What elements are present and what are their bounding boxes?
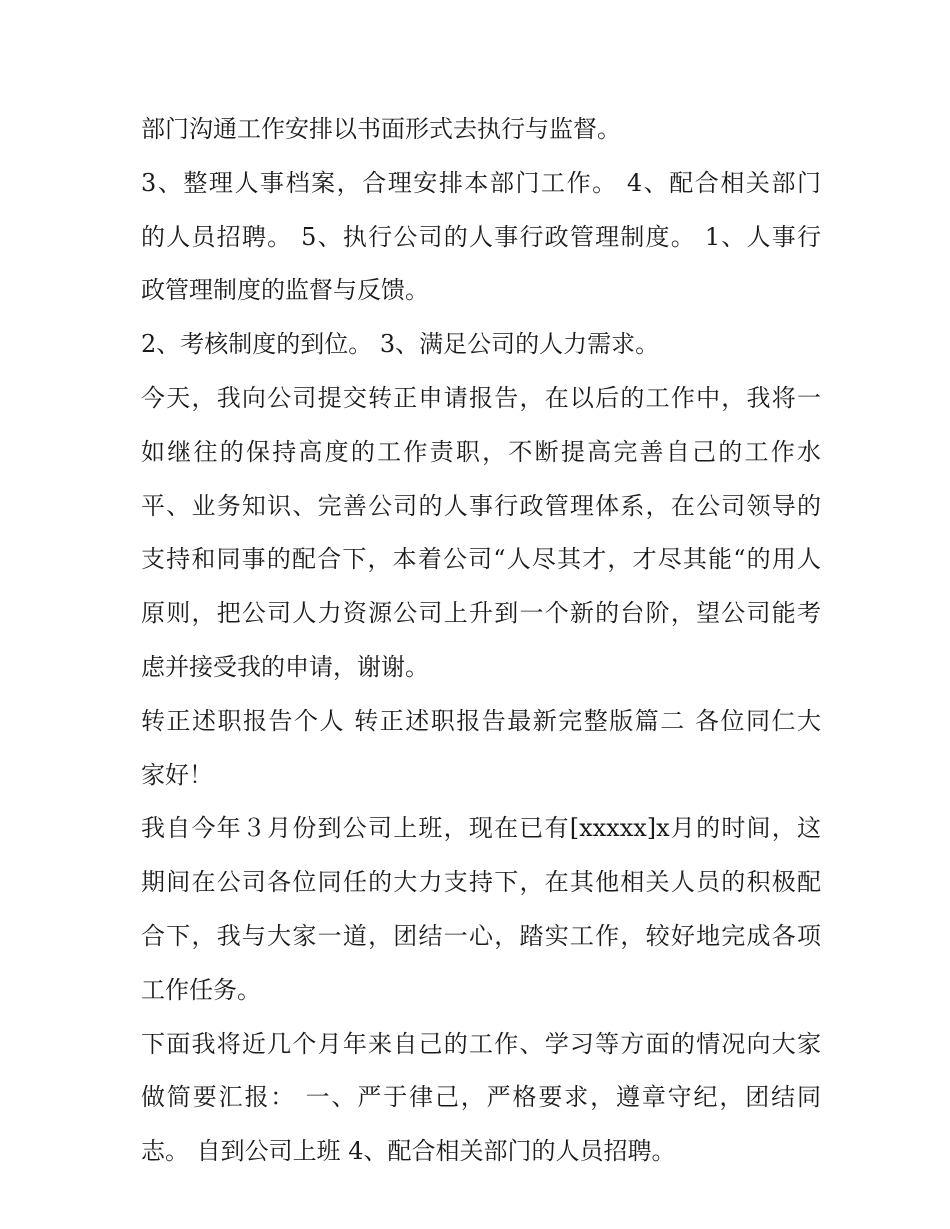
text-line: 工作任务。 [141,975,261,1004]
text-line: 下面我将近几个月年来自己的工作、学习等方面的情况向大家 [141,1029,821,1058]
text-line: 如继往的保持高度的工作责职，不断提高完善自己的工作水 [141,437,821,466]
text-line: 原则，把公司人力资源公司上升到一个新的台阶，望公司能考 [141,599,821,628]
text-line: 做简要汇报： 一、严于律己，严格要求，遵章守纪，团结同 [141,1083,821,1112]
text-line: 的人员招聘。 5、执行公司的人事行政管理制度。 1、人事行 [141,222,821,251]
text-line: 虑并接受我的申请，谢谢。 [141,652,429,681]
text-line: 平、业务知识、完善公司的人事行政管理体系，在公司领导的 [141,491,821,520]
text-line: 期间在公司各位同任的大力支持下，在其他相关人员的积极配 [141,868,821,897]
text-line: 3、整理人事档案，合理安排本部门工作。 4、配合相关部门 [141,168,821,197]
text-line: 家好！ [141,760,213,789]
text-line: 转正述职报告个人 转正述职报告最新完整版篇二 各位同仁大 [141,706,821,735]
text-line: 支持和同事的配合下，本着公司“人尽其才，才尽其能“的用人 [141,545,821,574]
text-line: 我自今年３月份到公司上班，现在已有[xxxxx]x月的时间，这 [141,814,821,843]
text-line: 政管理制度的监督与反馈。 [141,276,429,305]
text-line: 部门沟通工作安排以书面形式去执行与监督。 [141,115,621,143]
text-line: 2、考核制度的到位。 3、满足公司的人力需求。 [141,330,660,359]
document-body [141,103,821,1179]
text-line: 志。 自到公司上班 4、配合相关部门的人员招聘。 [141,1137,676,1166]
text-line: 合下，我与大家一道，团结一心，踏实工作，较好地完成各项 [141,921,821,950]
text-line: 今天，我向公司提交转正申请报告，在以后的工作中，我将一 [141,383,821,412]
